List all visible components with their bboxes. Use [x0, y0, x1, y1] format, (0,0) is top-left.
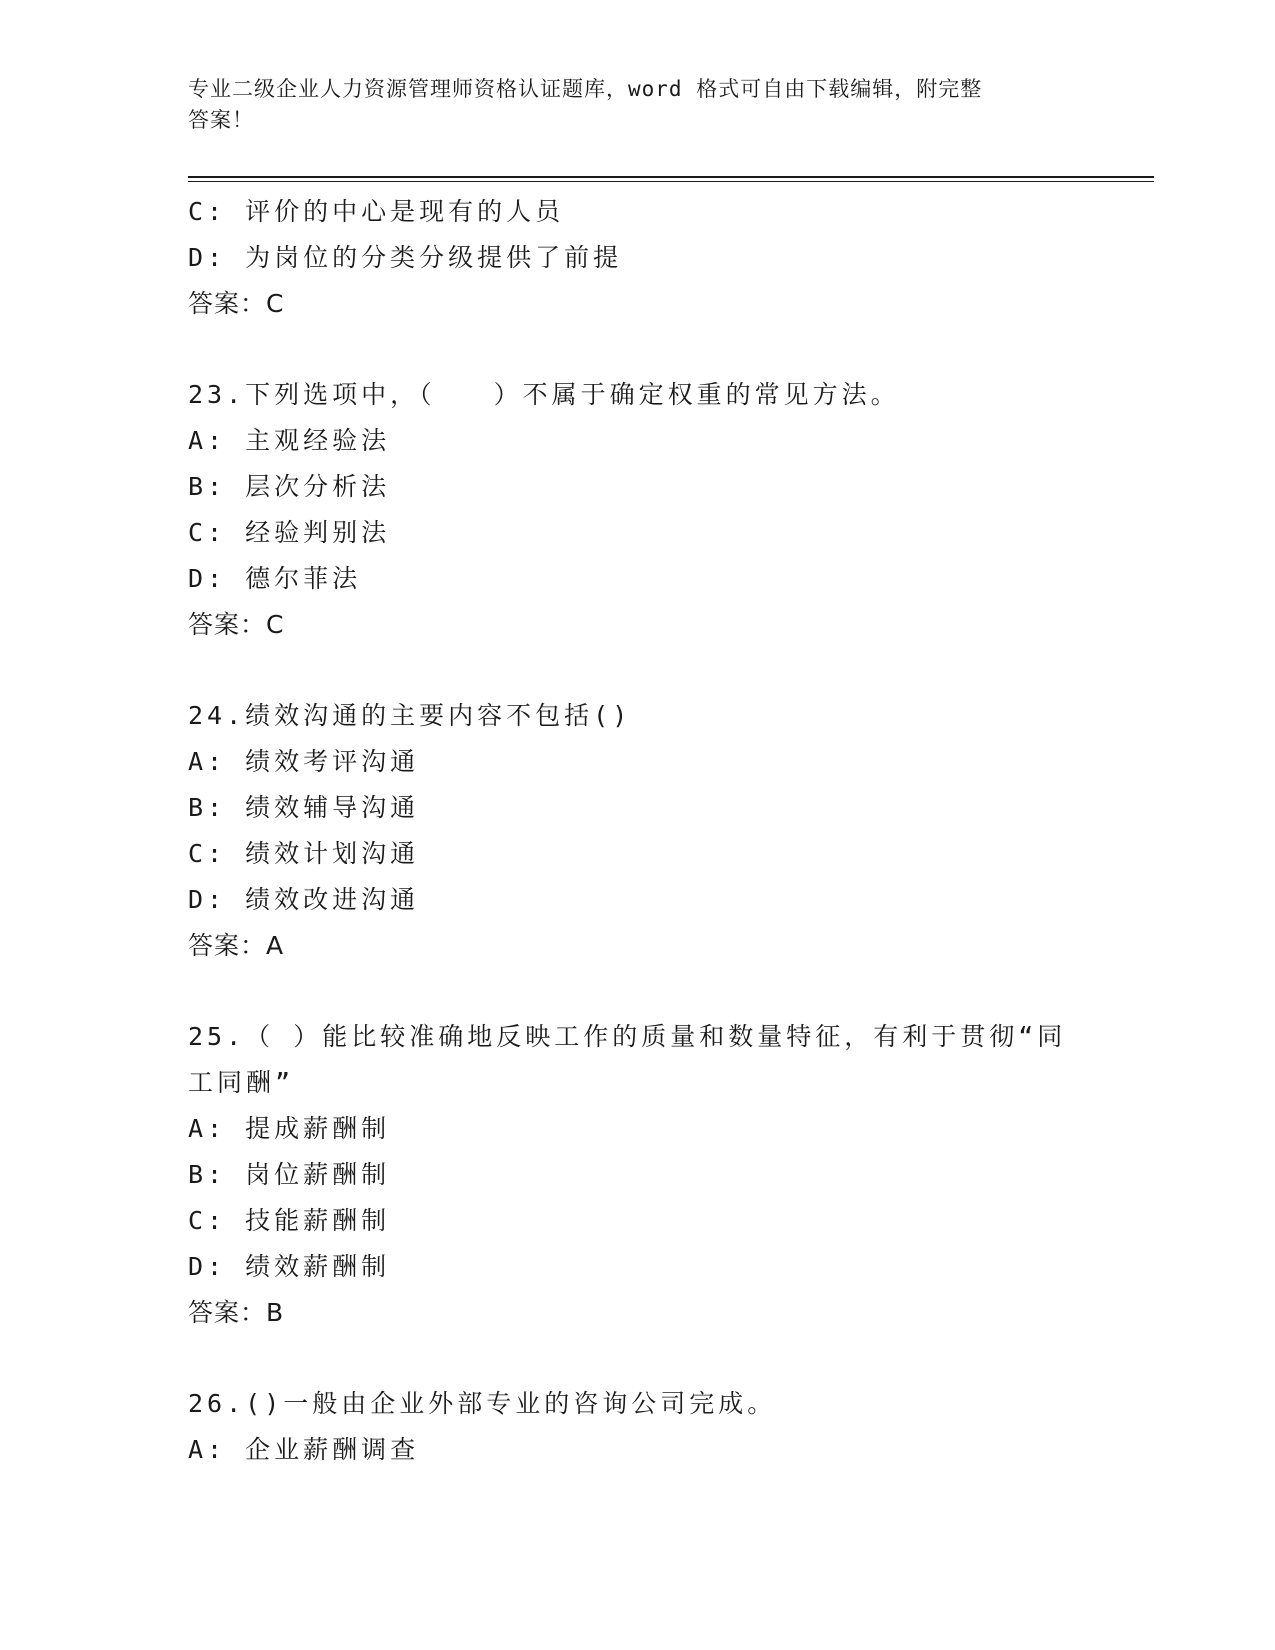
answer-line: 答案：C: [188, 289, 285, 318]
option-b: B: 层次分析法: [188, 472, 391, 501]
answer-line: 答案：A: [188, 931, 285, 960]
question-text: 23.下列选项中，（ ）不属于确定权重的常见方法。: [188, 380, 900, 409]
option-a: A: 企业薪酬调查: [188, 1435, 420, 1464]
option-c: C: 评价的中心是现有的人员: [188, 197, 565, 226]
question-24-block: [188, 693, 1088, 969]
question-text-line-2: 工同酬”: [188, 1068, 295, 1097]
question-23-block: [188, 372, 1088, 648]
question-text-line-1: 25.（ ）能比较准确地反映工作的质量和数量特征，有利于贯彻“同: [188, 1022, 1067, 1051]
option-d: D: 绩效改进沟通: [188, 885, 420, 914]
header-divider-thin: [188, 181, 1154, 182]
option-a: A: 绩效考评沟通: [188, 747, 420, 776]
header-line-2: 答案！: [188, 108, 254, 132]
previous-question-block: [188, 189, 1088, 327]
document-header: [188, 74, 1068, 136]
question-text: 24.绩效沟通的主要内容不包括(): [188, 701, 632, 730]
answer-line: 答案：C: [188, 610, 285, 639]
header-divider-thick: [188, 176, 1154, 178]
spacer: [188, 969, 1088, 1014]
option-d: D: 绩效薪酬制: [188, 1252, 391, 1281]
option-b: B: 绩效辅导沟通: [188, 793, 420, 822]
option-c: C: 技能薪酬制: [188, 1206, 391, 1235]
option-c: C: 经验判别法: [188, 518, 391, 547]
question-26-block: [188, 1381, 1088, 1473]
question-list: [188, 189, 1088, 1473]
header-line-1: 专业二级企业人力资源管理师资格认证题库，word 格式可自由下载编辑，附完整: [188, 77, 983, 101]
option-d: D: 德尔菲法: [188, 564, 362, 593]
spacer: [188, 648, 1088, 693]
option-d: D: 为岗位的分类分级提供了前提: [188, 243, 623, 272]
spacer: [188, 327, 1088, 372]
option-a: A: 提成薪酬制: [188, 1114, 391, 1143]
option-a: A: 主观经验法: [188, 426, 391, 455]
question-25-block: [188, 1014, 1088, 1336]
option-b: B: 岗位薪酬制: [188, 1160, 391, 1189]
option-c: C: 绩效计划沟通: [188, 839, 420, 868]
question-text: 26.()一般由企业外部专业的咨询公司完成。: [188, 1389, 777, 1418]
answer-line: 答案：B: [188, 1298, 285, 1327]
spacer: [188, 1336, 1088, 1381]
